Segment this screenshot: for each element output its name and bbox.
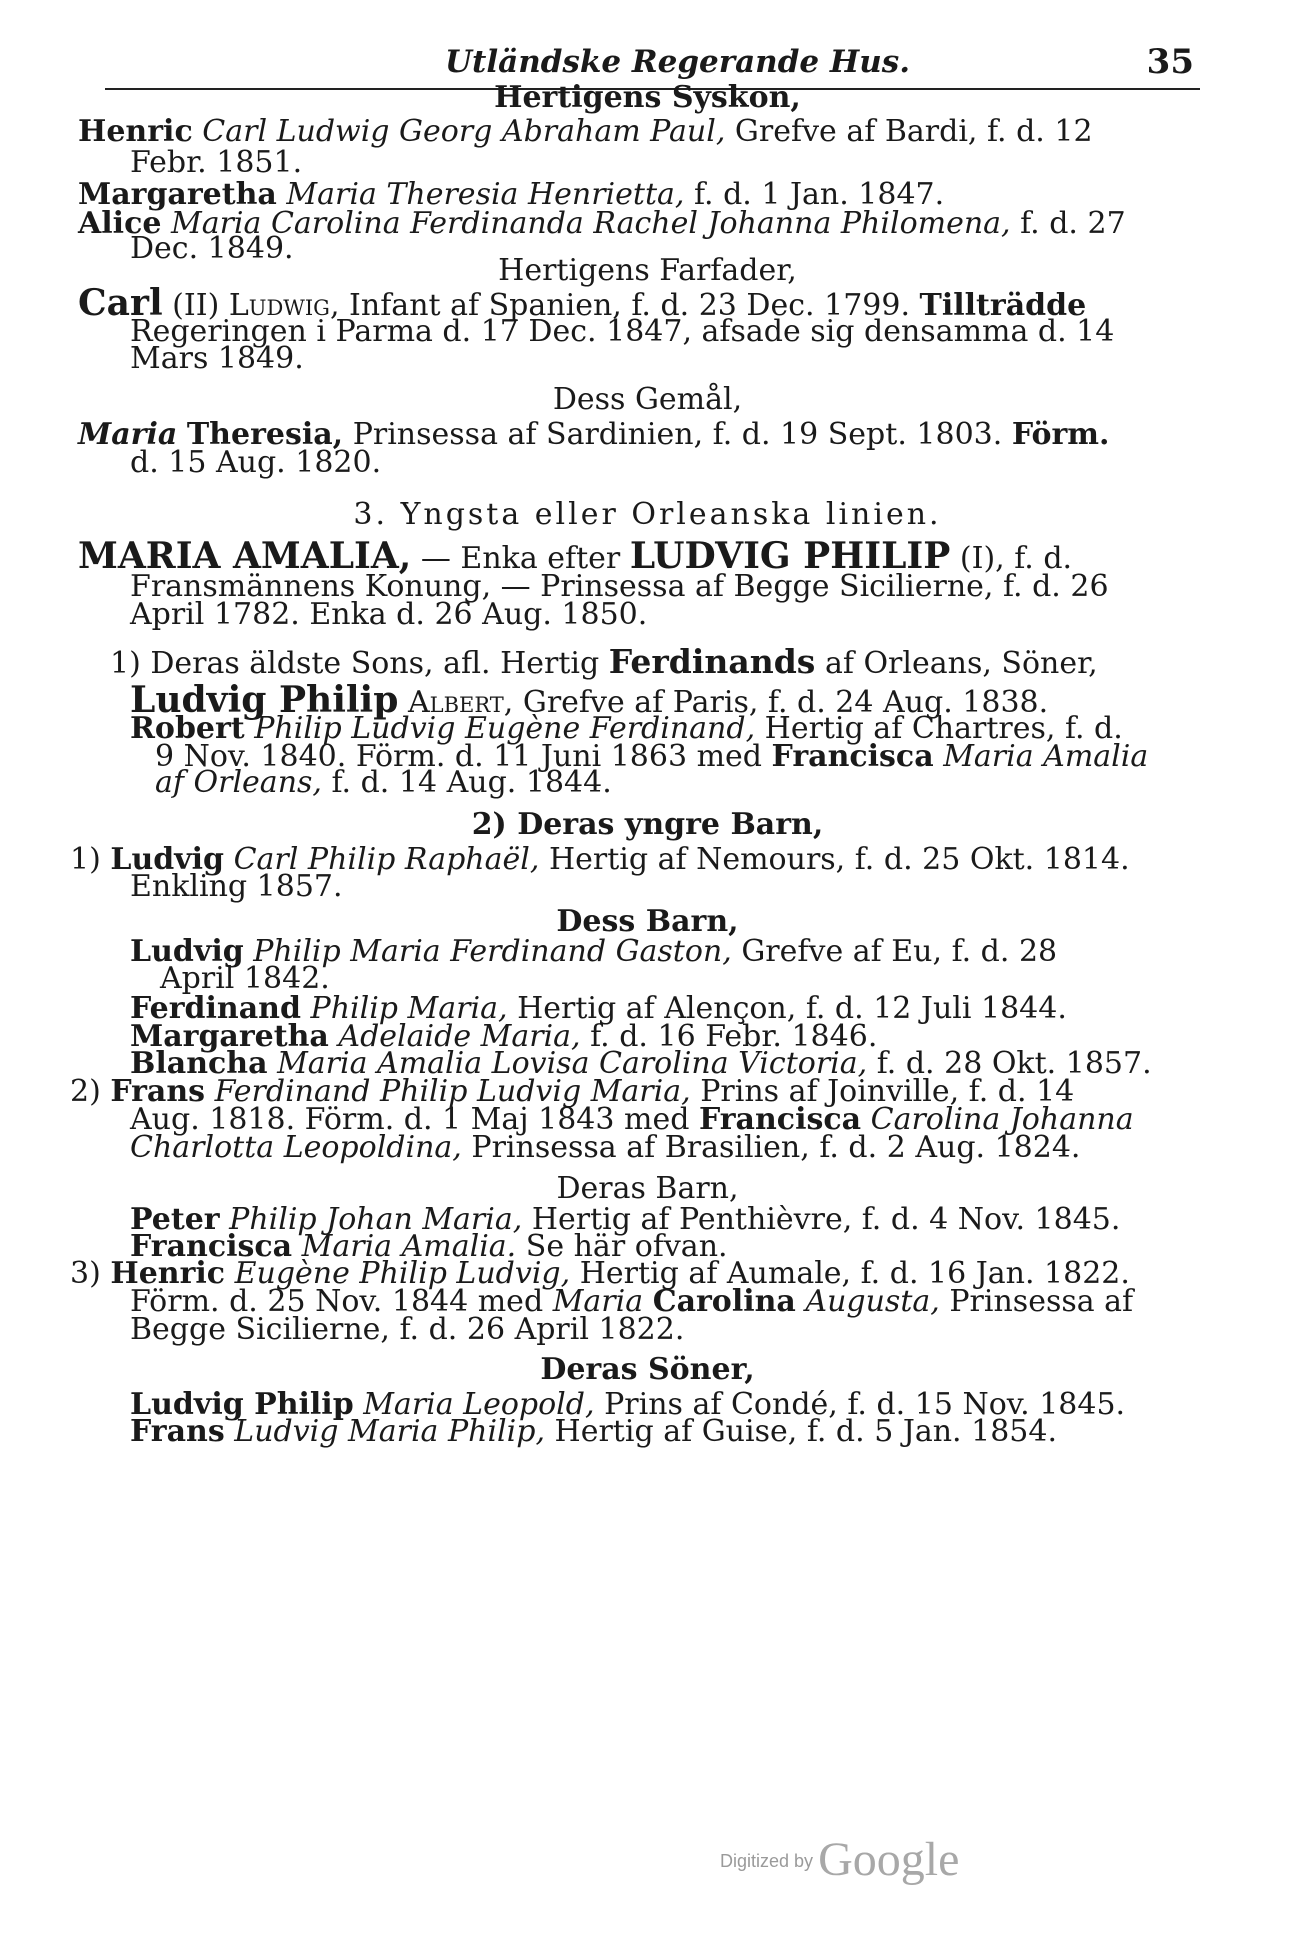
entry-continuation: April 1782. Enka d. 26 Aug. 1850. — [130, 597, 648, 632]
entry-line: Ludvig Philip Albert, Grefve af Paris, f. d. 24 Aug. 1838. — [130, 679, 1049, 721]
entry-line: Francisca Maria Amalia. Se här ofvan. — [130, 1229, 728, 1264]
section-heading: 1) Deras äldste Sons, afl. Hertig Ferdinands af Orleans, Söner, — [110, 642, 1098, 681]
section-heading: Deras Barn, — [556, 1171, 739, 1206]
entry-continuation: d. 15 Aug. 1820. — [130, 445, 382, 480]
section-heading: Dess Gemål, — [552, 382, 743, 417]
section-heading: Hertigens Farfader, — [498, 253, 797, 288]
google-logo: Google — [818, 1833, 960, 1886]
entry-continuation: Fransmännens Konung, — Prinsessa af Begge Sicilierne, f. d. 26 — [130, 569, 1109, 604]
entry-continuation: Charlotta Leopoldina, Prinsessa af Brasilien, f. d. 2 Aug. 1824. — [130, 1130, 1081, 1165]
entry-line: Margaretha Adelaide Maria, f. d. 16 Febr. 1846. — [130, 1019, 878, 1054]
entry-line: Alice Maria Carolina Ferdinanda Rachel Johanna Philomena, f. d. 27 — [78, 206, 1126, 241]
entry-line: 3) Henric Eugène Philip Ludvig, Hertig af Aumale, f. d. 16 Jan. 1822. — [70, 1256, 1130, 1291]
entry-line: 2) Frans Ferdinand Philip Ludvig Maria, Prins af Joinville, f. d. 14 — [70, 1074, 1075, 1109]
entry-continuation: 9 Nov. 1840. Förm. d. 11 Juni 1863 med Francisca Maria Amalia — [155, 739, 1149, 774]
entry-continuation: Aug. 1818. Förm. d. 1 Maj 1843 med Francisca Carolina Johanna — [130, 1102, 1134, 1137]
entry-continuation: Febr. 1851. — [130, 145, 303, 180]
entry-line: Peter Philip Johan Maria, Hertig af Penthièvre, f. d. 4 Nov. 1845. — [130, 1202, 1121, 1237]
entry-line: Frans Ludvig Maria Philip, Hertig af Guise, f. d. 5 Jan. 1854. — [130, 1414, 1058, 1449]
section-heading: Deras Söner, — [540, 1352, 755, 1387]
page-number: 35 — [1146, 42, 1194, 82]
entry-continuation: Regeringen i Parma d. 17 Dec. 1847, afsade sig densamma d. 14 — [130, 314, 1115, 349]
section-heading: 2) Deras yngre Barn, — [471, 807, 824, 842]
entry-continuation: Begge Sicilierne, f. d. 26 April 1822. — [130, 1312, 685, 1347]
entry-continuation: April 1842. — [160, 961, 330, 996]
entry-line: Ferdinand Philip Maria, Hertig af Alençon, f. d. 12 Juli 1844. — [130, 991, 1067, 1026]
section-heading: Hertigens Syskon, — [494, 80, 801, 115]
digitized-label: Digitized by — [720, 1851, 814, 1871]
entry-continuation: Mars 1849. — [130, 341, 304, 376]
entry-line: Margaretha Maria Theresia Henrietta, f. d. 1 Jan. 1847. — [78, 177, 945, 212]
entry-continuation: Förm. d. 25 Nov. 1844 med Maria Carolina Augusta, Prinsessa af — [130, 1284, 1134, 1319]
entry-line: Henric Carl Ludwig Georg Abraham Paul, Grefve af Bardi, f. d. 12 — [78, 114, 1093, 149]
entry-continuation: Dec. 1849. — [130, 231, 294, 266]
entry-line: Robert Philip Ludvig Eugène Ferdinand, Hertig af Chartres, f. d. — [130, 711, 1123, 746]
section-heading: Dess Barn, — [556, 904, 739, 939]
section-heading: 3. Yngsta eller Orleanska linien. — [353, 497, 942, 532]
header-title: Utländske Regerande Hus. — [445, 44, 910, 80]
entry-line: 1) Ludvig Carl Philip Raphaël, Hertig af Nemours, f. d. 25 Okt. 1814. — [70, 842, 1130, 877]
entry-line: Maria Theresia, Prinsessa af Sardinien, f. d. 19 Sept. 1803. Förm. — [78, 417, 1110, 452]
entry-continuation: Enkling 1857. — [130, 869, 343, 904]
entry-continuation: af Orleans, f. d. 14 Aug. 1844. — [155, 765, 612, 800]
entry-line: Ludvig Philip Maria Ferdinand Gaston, Grefve af Eu, f. d. 28 — [130, 934, 1058, 969]
entry-line: MARIA AMALIA, — Enka efter LUDVIG PHILIP (I), f. d. — [78, 535, 1073, 577]
digitized-watermark — [720, 1832, 959, 1887]
entry-line: Blancha Maria Amalia Lovisa Carolina Victoria, f. d. 28 Okt. 1857. — [130, 1046, 1152, 1081]
entry-line: Ludvig Philip Maria Leopold, Prins af Condé, f. d. 15 Nov. 1845. — [130, 1387, 1126, 1422]
entry-line: Carl (II) Ludwig, Infant af Spanien, f. d. 23 Dec. 1799. Tillträdde — [78, 282, 1087, 324]
